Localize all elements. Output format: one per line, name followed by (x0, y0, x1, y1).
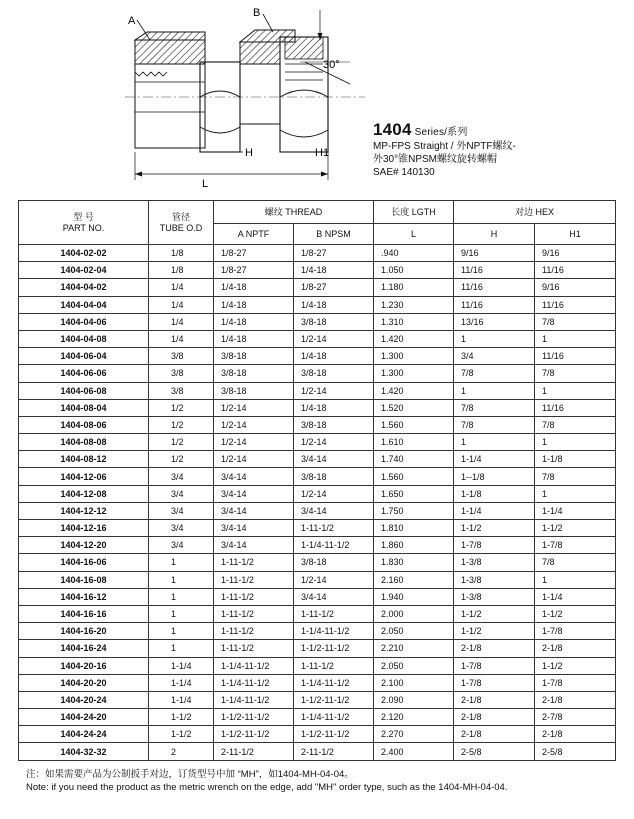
label-h: H (245, 147, 253, 159)
cell-length: 2.090 (374, 691, 454, 708)
cell-tube-od: 1 (149, 554, 214, 571)
cell-tube-od: 1-1/4 (149, 691, 214, 708)
cell-hex-h: 1-1/2 (454, 605, 535, 622)
cell-length: 1.300 (374, 348, 454, 365)
cell-hex-h: 2-5/8 (454, 743, 535, 760)
cell-thread-a: 3/4-14 (214, 520, 294, 537)
cell-part-no: 1404-16-12 (19, 588, 149, 605)
table-row (19, 262, 616, 279)
cell-hex-h: 1-7/8 (454, 537, 535, 554)
cell-part-no: 1404-12-12 (19, 502, 149, 519)
header-part-no (19, 201, 149, 245)
table-row (19, 485, 616, 502)
cell-hex-h1: 11/16 (535, 399, 616, 416)
cell-thread-a: 1/2-14 (214, 451, 294, 468)
cell-hex-h1: 1-1/8 (535, 451, 616, 468)
cell-hex-h: 9/16 (454, 245, 535, 262)
cell-length: 2.270 (374, 726, 454, 743)
cell-thread-b: 1-11-1/2 (294, 520, 374, 537)
cell-hex-h1: 9/16 (535, 279, 616, 296)
cell-thread-b: 1-1/2-11-1/2 (294, 726, 374, 743)
cell-hex-h: 1-1/4 (454, 451, 535, 468)
cell-hex-h1: 2-5/8 (535, 743, 616, 760)
cell-hex-h1: 1-1/2 (535, 520, 616, 537)
cell-hex-h1: 1-1/4 (535, 502, 616, 519)
cell-part-no: 1404-08-06 (19, 416, 149, 433)
cell-thread-a: 1/2-14 (214, 399, 294, 416)
cell-hex-h: 7/8 (454, 416, 535, 433)
cell-hex-h: 11/16 (454, 279, 535, 296)
cell-length: 2.120 (374, 709, 454, 726)
cell-hex-h1: 1-1/4 (535, 588, 616, 605)
cell-hex-h1: 11/16 (535, 348, 616, 365)
cell-thread-b: 1/8-27 (294, 245, 374, 262)
table-row (19, 416, 616, 433)
table-row (19, 365, 616, 382)
cell-hex-h: 1-3/8 (454, 571, 535, 588)
cell-hex-h1: 1-7/8 (535, 537, 616, 554)
cell-part-no: 1404-16-08 (19, 571, 149, 588)
cell-hex-h1: 11/16 (535, 296, 616, 313)
cell-length: 1.560 (374, 468, 454, 485)
cell-hex-h: 1-3/8 (454, 554, 535, 571)
cell-part-no: 1404-16-06 (19, 554, 149, 571)
cell-part-no: 1404-16-16 (19, 605, 149, 622)
cell-part-no: 1404-12-08 (19, 485, 149, 502)
cell-length: 1.300 (374, 365, 454, 382)
table-row (19, 709, 616, 726)
cell-part-no: 1404-06-04 (19, 348, 149, 365)
cell-thread-b: 3/8-18 (294, 365, 374, 382)
cell-length: 1.750 (374, 502, 454, 519)
cell-thread-a: 1-11-1/2 (214, 623, 294, 640)
header-part-cn: 型 号 (73, 211, 94, 222)
cell-hex-h: 1--1/8 (454, 468, 535, 485)
cell-thread-b: 1/4-18 (294, 296, 374, 313)
header-tube (149, 201, 214, 245)
cell-hex-h1: 2-1/8 (535, 691, 616, 708)
cell-thread-b: 1-11-1/2 (294, 657, 374, 674)
cell-tube-od: 3/8 (149, 365, 214, 382)
cell-thread-a: 3/8-18 (214, 348, 294, 365)
cell-hex-h: 7/8 (454, 365, 535, 382)
cell-thread-a: 1-1/4-11-1/2 (214, 674, 294, 691)
cell-length: 1.420 (374, 330, 454, 347)
cell-hex-h: 3/4 (454, 348, 535, 365)
cell-length: 1.830 (374, 554, 454, 571)
cell-thread-a: 1/2-14 (214, 416, 294, 433)
cell-hex-h: 1-1/2 (454, 623, 535, 640)
table-row (19, 640, 616, 657)
table-row (19, 451, 616, 468)
label-h1: H1 (315, 147, 330, 159)
cell-part-no: 1404-32-32 (19, 743, 149, 760)
table-row (19, 468, 616, 485)
cell-part-no: 1404-06-08 (19, 382, 149, 399)
cell-thread-a: 1/4-18 (214, 296, 294, 313)
series-line-3: SAE# 140130 (373, 167, 435, 178)
cell-tube-od: 3/4 (149, 502, 214, 519)
cell-length: 1.180 (374, 279, 454, 296)
cell-thread-a: 2-11-1/2 (214, 743, 294, 760)
cell-hex-h: 1-1/8 (454, 485, 535, 502)
cell-part-no: 1404-20-20 (19, 674, 149, 691)
cell-hex-h: 11/16 (454, 296, 535, 313)
cell-hex-h1: 1 (535, 485, 616, 502)
cell-length: 2.160 (374, 571, 454, 588)
table-row (19, 382, 616, 399)
table-row (19, 674, 616, 691)
cell-hex-h1: 1-1/2 (535, 657, 616, 674)
cell-length: 2.000 (374, 605, 454, 622)
table-row (19, 657, 616, 674)
cell-thread-a: 3/4-14 (214, 537, 294, 554)
cell-thread-a: 1-1/4-11-1/2 (214, 691, 294, 708)
cell-thread-a: 1/4-18 (214, 330, 294, 347)
cell-tube-od: 3/4 (149, 468, 214, 485)
cell-hex-h: 1-3/8 (454, 588, 535, 605)
cell-part-no: 1404-08-04 (19, 399, 149, 416)
table-row (19, 348, 616, 365)
cell-length: 2.210 (374, 640, 454, 657)
table-row (19, 279, 616, 296)
cell-thread-b: 1/2-14 (294, 485, 374, 502)
cell-tube-od: 1-1/4 (149, 657, 214, 674)
cell-tube-od: 1/4 (149, 313, 214, 330)
header-bnpsm: B NPSM (294, 224, 374, 245)
cell-length: 1.940 (374, 588, 454, 605)
cell-tube-od: 1/8 (149, 262, 214, 279)
cell-hex-h1: 1-1/2 (535, 605, 616, 622)
cell-part-no: 1404-16-24 (19, 640, 149, 657)
note-cn: 注：如果需要产品为公制扳手对边，订货型号中加 “MH”，如1404-MH-04-04。 (26, 769, 354, 780)
table-row (19, 296, 616, 313)
cell-thread-a: 3/8-18 (214, 382, 294, 399)
table-row (19, 434, 616, 451)
cell-part-no: 1404-20-16 (19, 657, 149, 674)
cell-length: 1.860 (374, 537, 454, 554)
fitting-drawing (95, 2, 375, 192)
header-anptf: A NPTF (214, 224, 294, 245)
cell-part-no: 1404-02-04 (19, 262, 149, 279)
cell-hex-h1: 7/8 (535, 468, 616, 485)
cell-tube-od: 3/4 (149, 537, 214, 554)
cell-length: 2.400 (374, 743, 454, 760)
note-en: Note: if you need the product as the metric wrench on the edge, add "MH" order type, such as the 1404-MH-04-04. (26, 782, 508, 793)
table-row (19, 537, 616, 554)
cell-hex-h1: 2-1/8 (535, 726, 616, 743)
cell-part-no: 1404-12-16 (19, 520, 149, 537)
cell-hex-h: 1-7/8 (454, 657, 535, 674)
cell-tube-od: 1 (149, 623, 214, 640)
cell-hex-h: 13/16 (454, 313, 535, 330)
cell-tube-od: 3/4 (149, 520, 214, 537)
cell-hex-h: 1 (454, 434, 535, 451)
cell-thread-b: 2-11-1/2 (294, 743, 374, 760)
cell-hex-h: 11/16 (454, 262, 535, 279)
cell-thread-b: 1/2-14 (294, 330, 374, 347)
table-row (19, 313, 616, 330)
cell-hex-h1: 9/16 (535, 245, 616, 262)
cell-thread-b: 1/2-14 (294, 382, 374, 399)
cell-length: 2.100 (374, 674, 454, 691)
cell-tube-od: 1/4 (149, 296, 214, 313)
cell-hex-h: 1-7/8 (454, 674, 535, 691)
cell-thread-a: 1/2-14 (214, 434, 294, 451)
cell-thread-b: 1/4-18 (294, 399, 374, 416)
cell-hex-h: 1-1/4 (454, 502, 535, 519)
cell-thread-a: 3/4-14 (214, 468, 294, 485)
cell-hex-h1: 7/8 (535, 554, 616, 571)
cell-part-no: 1404-24-24 (19, 726, 149, 743)
cell-tube-od: 1/8 (149, 245, 214, 262)
table-row (19, 743, 616, 760)
cell-tube-od: 3/4 (149, 485, 214, 502)
series-suffix: Series/系列 (411, 127, 468, 138)
cell-tube-od: 1/2 (149, 451, 214, 468)
cell-tube-od: 1/4 (149, 330, 214, 347)
cell-thread-b: 1-1/4-11-1/2 (294, 709, 374, 726)
cell-thread-b: 3/8-18 (294, 468, 374, 485)
cell-hex-h: 1 (454, 382, 535, 399)
cell-thread-a: 3/8-18 (214, 365, 294, 382)
cell-hex-h1: 11/16 (535, 262, 616, 279)
cell-hex-h1: 2-1/8 (535, 640, 616, 657)
cell-thread-a: 1-11-1/2 (214, 605, 294, 622)
cell-length: 1.230 (374, 296, 454, 313)
cell-thread-b: 1-1/2-11-1/2 (294, 640, 374, 657)
series-line-2: 外30°锥NPSM螺纹旋转螺帽 (373, 154, 498, 165)
cell-part-no: 1404-20-24 (19, 691, 149, 708)
cell-thread-b: 3/8-18 (294, 554, 374, 571)
cell-part-no: 1404-04-06 (19, 313, 149, 330)
cell-thread-a: 1/8-27 (214, 262, 294, 279)
cell-tube-od: 1/2 (149, 399, 214, 416)
cell-thread-a: 1-1/2-11-1/2 (214, 726, 294, 743)
spec-table (18, 200, 616, 761)
header-thread: 螺纹 THREAD (214, 201, 374, 224)
table-row (19, 554, 616, 571)
cell-thread-a: 1-11-1/2 (214, 640, 294, 657)
cell-hex-h1: 1 (535, 434, 616, 451)
table-row (19, 502, 616, 519)
cell-length: 2.050 (374, 657, 454, 674)
table-row (19, 330, 616, 347)
cell-hex-h: 1-1/2 (454, 520, 535, 537)
cell-length: 1.610 (374, 434, 454, 451)
cell-part-no: 1404-04-02 (19, 279, 149, 296)
cell-length: .940 (374, 245, 454, 262)
cell-tube-od: 1/2 (149, 434, 214, 451)
cell-tube-od: 1 (149, 571, 214, 588)
header-tube-cn: 管径 (171, 211, 190, 222)
series-info (373, 120, 628, 179)
cell-part-no: 1404-08-12 (19, 451, 149, 468)
cell-thread-b: 3/4-14 (294, 502, 374, 519)
cell-tube-od: 1-1/2 (149, 709, 214, 726)
cell-thread-b: 1/2-14 (294, 434, 374, 451)
cell-hex-h1: 7/8 (535, 313, 616, 330)
cell-hex-h: 2-1/8 (454, 640, 535, 657)
series-line-1: MP-FPS Straight / 外NPTF螺纹- (373, 141, 516, 152)
label-angle: 30° (323, 59, 340, 71)
cell-thread-b: 1/4-18 (294, 262, 374, 279)
cell-thread-b: 1/2-14 (294, 571, 374, 588)
cell-hex-h1: 7/8 (535, 365, 616, 382)
label-b: B (253, 7, 261, 19)
cell-tube-od: 3/8 (149, 382, 214, 399)
cell-length: 1.050 (374, 262, 454, 279)
cell-thread-b: 1-1/4-11-1/2 (294, 537, 374, 554)
cell-part-no: 1404-08-08 (19, 434, 149, 451)
cell-hex-h1: 2-7/8 (535, 709, 616, 726)
table-row (19, 245, 616, 262)
cell-thread-a: 1-11-1/2 (214, 554, 294, 571)
cell-length: 1.310 (374, 313, 454, 330)
cell-tube-od: 2 (149, 743, 214, 760)
cell-hex-h1: 1-7/8 (535, 674, 616, 691)
notes (26, 768, 626, 794)
cell-thread-b: 1/8-27 (294, 279, 374, 296)
cell-tube-od: 3/8 (149, 348, 214, 365)
cell-tube-od: 1-1/4 (149, 674, 214, 691)
cell-thread-a: 3/4-14 (214, 502, 294, 519)
cell-tube-od: 1/2 (149, 416, 214, 433)
label-l: L (202, 178, 209, 190)
cell-thread-b: 1/4-18 (294, 348, 374, 365)
cell-part-no: 1404-04-08 (19, 330, 149, 347)
cell-tube-od: 1/4 (149, 279, 214, 296)
cell-thread-a: 1/8-27 (214, 245, 294, 262)
cell-hex-h1: 7/8 (535, 416, 616, 433)
cell-tube-od: 1-1/2 (149, 726, 214, 743)
cell-thread-a: 1/4-18 (214, 313, 294, 330)
cell-tube-od: 1 (149, 588, 214, 605)
cell-thread-a: 1-11-1/2 (214, 571, 294, 588)
cell-part-no: 1404-04-04 (19, 296, 149, 313)
cell-part-no: 1404-24-20 (19, 709, 149, 726)
cell-hex-h1: 1 (535, 571, 616, 588)
cell-thread-a: 1/4-18 (214, 279, 294, 296)
cell-thread-b: 1-1/4-11-1/2 (294, 674, 374, 691)
cell-hex-h1: 1 (535, 382, 616, 399)
table-row (19, 571, 616, 588)
header-h1: H1 (535, 224, 616, 245)
cell-thread-b: 1-1/4-11-1/2 (294, 623, 374, 640)
header-length: 长度 LGTH (374, 201, 454, 224)
table-row (19, 623, 616, 640)
cell-thread-a: 3/4-14 (214, 485, 294, 502)
cell-part-no: 1404-16-20 (19, 623, 149, 640)
cell-hex-h: 2-1/8 (454, 726, 535, 743)
cell-length: 1.810 (374, 520, 454, 537)
cell-length: 1.520 (374, 399, 454, 416)
table-row (19, 520, 616, 537)
cell-thread-b: 1-11-1/2 (294, 605, 374, 622)
series-number: 1404 (373, 120, 412, 139)
header-l: L (374, 224, 454, 245)
cell-thread-b: 3/8-18 (294, 313, 374, 330)
cell-hex-h: 7/8 (454, 399, 535, 416)
cell-hex-h1: 1-7/8 (535, 623, 616, 640)
spec-table-body (19, 245, 616, 761)
cell-length: 2.050 (374, 623, 454, 640)
cell-part-no: 1404-12-06 (19, 468, 149, 485)
table-row (19, 605, 616, 622)
header-part-en: PART NO. (62, 222, 105, 233)
cell-part-no: 1404-12-20 (19, 537, 149, 554)
cell-hex-h: 1 (454, 330, 535, 347)
table-row (19, 588, 616, 605)
cell-hex-h: 2-1/8 (454, 691, 535, 708)
table-row (19, 399, 616, 416)
series-title (373, 120, 628, 140)
cell-thread-a: 1-1/4-11-1/2 (214, 657, 294, 674)
cell-thread-b: 3/4-14 (294, 588, 374, 605)
cell-thread-b: 1-1/2-11-1/2 (294, 691, 374, 708)
header-tube-en: TUBE O.D (159, 222, 203, 233)
cell-hex-h1: 1 (535, 330, 616, 347)
cell-hex-h: 2-1/8 (454, 709, 535, 726)
cell-length: 1.740 (374, 451, 454, 468)
cell-tube-od: 1 (149, 605, 214, 622)
cell-thread-a: 1-11-1/2 (214, 588, 294, 605)
cell-part-no: 1404-06-06 (19, 365, 149, 382)
cell-length: 1.420 (374, 382, 454, 399)
label-a: A (128, 15, 136, 27)
cell-length: 1.560 (374, 416, 454, 433)
header-hex: 对边 HEX (454, 201, 616, 224)
header-h: H (454, 224, 535, 245)
cell-thread-b: 3/8-18 (294, 416, 374, 433)
cell-thread-b: 3/4-14 (294, 451, 374, 468)
cell-length: 1.650 (374, 485, 454, 502)
cell-thread-a: 1-1/2-11-1/2 (214, 709, 294, 726)
table-row (19, 726, 616, 743)
cell-part-no: 1404-02-02 (19, 245, 149, 262)
cell-tube-od: 1 (149, 640, 214, 657)
table-row (19, 691, 616, 708)
